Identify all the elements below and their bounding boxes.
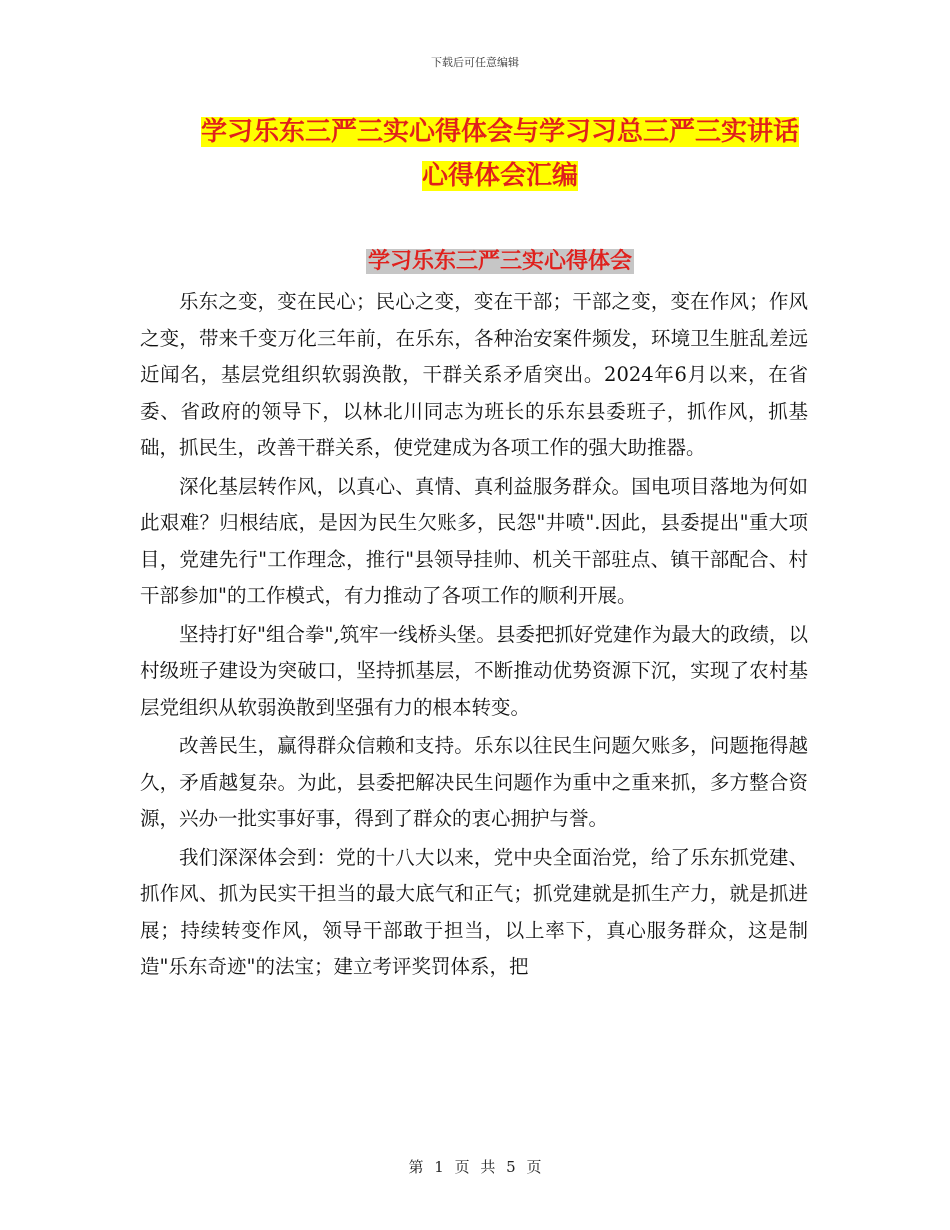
document-title-line2: 心得体会汇编	[421, 161, 578, 191]
page-header-note: 下载后可任意编辑	[431, 56, 519, 69]
paragraph: 深化基层转作风，以真心、真情、真利益服务群众。国电项目落地为何如此艰难？归根结底，是因为民生欠账多，民怨"井喷".因此，县委提出"重大项目，党建先行"工作理念，推行"县领导挂帅、机关干部驻点、镇干部配合、村干部参加"的工作模式，有力推动了各项工作的顺利开展。	[140, 474, 808, 607]
paragraph: 改善民生，赢得群众信赖和支持。乐东以往民生问题欠账多，问题拖得越久，矛盾越复杂。为此，县委把解决民生问题作为重中之重来抓，多方整合资源，兴办一批实事好事，得到了群众的衷心拥护与誉。	[140, 734, 808, 830]
document-body	[140, 284, 808, 988]
document-title-line1: 学习乐东三严三实心得体会与学习习总三严三实讲话	[200, 117, 799, 147]
page-number-footer: 第 1 页 共 5 页	[408, 1158, 542, 1176]
section-title-text: 学习乐东三严三实心得体会	[367, 249, 632, 274]
paragraph: 我们深深体会到：党的十八大以来，党中央全面治党，给了乐东抓党建、抓作风、抓为民实干担当的最大底气和正气；抓党建就是抓生产力，就是抓进展；持续转变作风，领导干部敢于担当，以上率下，真心服务群众，这是制造"乐东奇迹"的法宝；建立考评奖罚体系，把	[140, 845, 808, 978]
document-title	[120, 110, 880, 198]
paragraph: 乐东之变，变在民心；民心之变，变在干部；干部之变，变在作风；作风之变，带来千变万化三年前，在乐东，各种治安案件频发，环境卫生脏乱差远近闻名，基层党组织软弱涣散，干群关系矛盾突出。2024年6月以来，在省委、省政府的领导下，以林北川同志为班长的乐东县委班子，抓作风，抓基础，抓民生，改善干群关系，使党建成为各项工作的强大助推器。	[140, 290, 808, 459]
section-title	[120, 244, 880, 280]
paragraph: 坚持打好"组合拳",筑牢一线桥头堡。县委把抓好党建作为最大的政绩，以村级班子建设为突破口，坚持抓基层，不断推动优势资源下沉，实现了农村基层党组织从软弱涣散到坚强有力的根本转变。	[140, 622, 808, 719]
